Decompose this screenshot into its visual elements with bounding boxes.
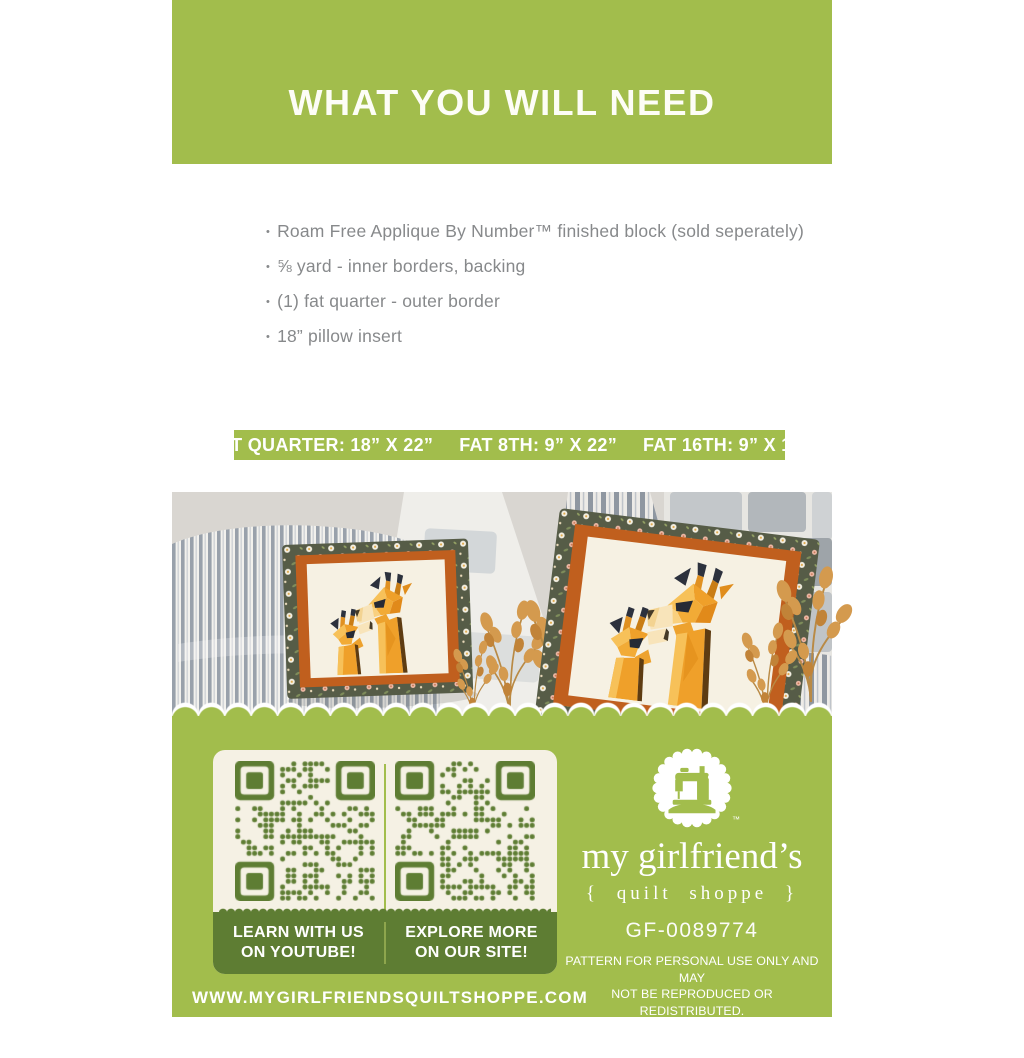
size-segment: FAT QUARTER: 18” X 22” (208, 434, 434, 455)
bullet-icon: • (266, 331, 271, 343)
qr-card (213, 750, 557, 974)
materials-list (266, 222, 804, 362)
brand-name: my girlfriend’s (581, 836, 803, 877)
qr-label-band (213, 912, 557, 974)
size-segment: FAT 16TH: 9” X 11” (643, 434, 811, 455)
material-item (266, 257, 804, 276)
left-pillow (282, 538, 478, 711)
bullet-icon: • (266, 226, 271, 238)
logo-badge (650, 746, 740, 830)
qr-code-website (395, 761, 535, 901)
material-text: 18” pillow insert (277, 326, 403, 346)
header-banner (172, 0, 832, 164)
legal-text: PATTERN FOR PERSONAL USE ONLY AND MAY NOT BE REPRODUCED OR REDISTRIBUTED. (565, 954, 819, 1019)
website-label: EXPLORE MORE ON OUR SITE! (405, 923, 538, 961)
website-url: WWW.MYGIRLFRIENDSQUILTSHOPPE.COM (192, 988, 589, 1007)
material-item (266, 327, 804, 346)
bullet-icon: • (266, 261, 271, 273)
youtube-label: LEARN WITH US ON YOUTUBE! (232, 923, 364, 961)
material-text: (1) fat quarter - outer border (277, 291, 500, 311)
product-photo (172, 492, 832, 718)
size-reference-bar (208, 430, 811, 460)
material-text: ⅝ yard - inner borders, backing (277, 256, 526, 276)
trademark-symbol: ™ (732, 815, 740, 824)
qr-code-youtube (235, 761, 375, 901)
copyright-text: MY GIRLFRIEND’S QUILT SHOPPE © 2025 (571, 1027, 813, 1058)
page-title: WHAT YOU WILL NEED (288, 82, 716, 123)
pattern-number: GF-0089774 (625, 919, 759, 942)
footer (172, 716, 832, 1058)
bullet-icon: • (266, 296, 271, 308)
material-item (266, 292, 804, 311)
material-text: Roam Free Applique By Number™ finished block (sold seperately) (277, 221, 805, 241)
size-segment: FAT 8TH: 9” X 22” (459, 434, 617, 455)
brand-tagline: { quilt shoppe } (585, 883, 799, 904)
brand-block (564, 746, 820, 1058)
material-item (266, 222, 804, 241)
